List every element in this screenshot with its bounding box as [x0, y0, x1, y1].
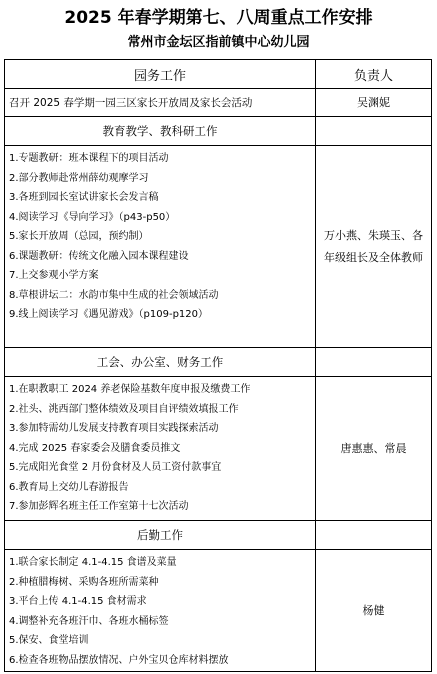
office-item-list — [5, 377, 316, 521]
section-title-office: 工会、办公室、财务工作 — [5, 348, 316, 377]
list-item: 5.家长开放周（总园，预约制） — [9, 231, 149, 242]
list-item: 8.草根讲坛二：水韵市集中生成的社会领域活动 — [9, 289, 219, 301]
list-item: 2.社头、洮西部门整体绩效及项目自评绩效填报工作 — [9, 403, 239, 415]
list-item: 1.联合家长制定 4.1-4.15 食谱及菜量 — [9, 557, 177, 568]
schedule-table — [4, 59, 432, 672]
list-item: 1.专题教研：班本课程下的项目活动 — [9, 153, 169, 164]
table-row-teaching-items — [5, 146, 432, 348]
section-title-logistics: 后勤工作 — [5, 521, 316, 550]
list-item: 7.参加彭辉名班主任工作室第十七次活动 — [9, 501, 189, 512]
list-item: 4.调整补充各班汗巾、各班水桶标签 — [9, 615, 169, 627]
column-header-work: 园务工作 — [5, 60, 316, 89]
list-item: 5.保安、食堂培训 — [9, 635, 89, 646]
list-item: 6.课题教研：传统文化融入园本课程建设 — [9, 250, 189, 262]
list-item: 3.各班到园长室试讲家长会发言稿 — [9, 192, 159, 203]
section-header-logistics — [5, 521, 432, 550]
meeting-owner: 吴渊妮 — [316, 89, 432, 117]
list-item: 9.线上阅读学习《遇见游戏》（p109-p120） — [9, 309, 209, 320]
table-row-logistics-items — [5, 550, 432, 672]
list-item: 4.阅读学习《导向学习》（p43-p50） — [9, 211, 176, 223]
list-item: 5.完成阳光食堂 2 月份食材及人员工资付款事宜 — [9, 462, 222, 473]
section-header-teaching — [5, 117, 432, 146]
table-row-office-items — [5, 377, 432, 521]
list-item: 4.完成 2025 春家委会及膳食委员推文 — [9, 442, 181, 454]
section-header-office — [5, 348, 432, 377]
list-item: 6.检查各班物品摆放情况、户外宝贝仓库材料摆放 — [9, 654, 229, 666]
column-header-owner: 负责人 — [316, 60, 432, 89]
list-item: 6.教育局上交幼儿春游报告 — [9, 481, 129, 493]
section-title-teaching: 教育教学、教科研工作 — [5, 117, 316, 146]
list-item: 7.上交参观小学方案 — [9, 270, 99, 281]
list-item: 2.部分教师赴常州薛幼观摩学习 — [9, 172, 149, 184]
logistics-owner: 杨健 — [316, 550, 432, 672]
list-item: 2.种植腊梅树、采购各班所需菜种 — [9, 576, 159, 588]
list-item: 3.平台上传 4.1-4.15 食材需求 — [9, 596, 147, 607]
list-item: 3.参加特需幼儿发展支持教育项目实践探索活动 — [9, 423, 219, 434]
list-item: 1.在职教职工 2024 养老保险基数年度申报及缴费工作 — [9, 384, 251, 395]
table-row-meeting — [5, 89, 432, 117]
teaching-item-list — [5, 146, 316, 348]
office-owner: 唐惠惠、常晨 — [316, 377, 432, 521]
table-header-row — [5, 60, 432, 89]
page-subtitle: 常州市金坛区指前镇中心幼儿园 — [127, 35, 310, 50]
teaching-owner: 万小燕、朱瑛玉、各年级组长及全体教师 — [316, 146, 432, 348]
logistics-item-list — [5, 550, 316, 672]
meeting-text: 召开 2025 春学期一园三区家长开放周及家长会活动 — [5, 89, 316, 117]
page-title: 2025 年春学期第七、八周重点工作安排 — [64, 8, 373, 28]
